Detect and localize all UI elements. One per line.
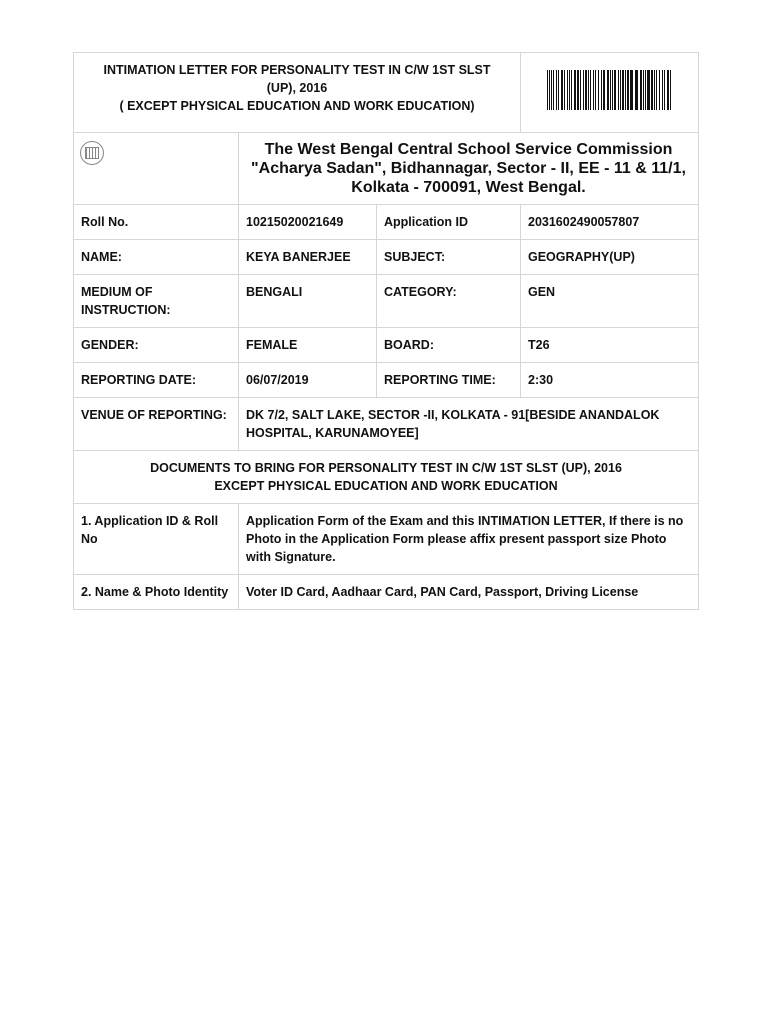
letter-title <box>74 53 521 133</box>
medium-label: MEDIUM OF INSTRUCTION: <box>74 275 239 328</box>
reporting-time-label: REPORTING TIME: <box>377 363 521 398</box>
subject-label: SUBJECT: <box>377 240 521 275</box>
row-reporting <box>74 363 699 398</box>
roll-no-value: 10215020021649 <box>239 205 377 240</box>
barcode-icon <box>545 70 675 110</box>
title-line-2: (UP), 2016 <box>266 81 328 95</box>
reporting-date-label: REPORTING DATE: <box>74 363 239 398</box>
reporting-time-value: 2:30 <box>521 363 699 398</box>
documents-heading <box>74 451 699 504</box>
roll-no-label: Roll No. <box>74 205 239 240</box>
name-value: KEYA BANERJEE <box>239 240 377 275</box>
row-roll <box>74 205 699 240</box>
row-medium <box>74 275 699 328</box>
venue-value: DK 7/2, SALT LAKE, SECTOR -II, KOLKATA - 91[BESIDE ANANDALOK HOSPITAL, KARUNAMOYEE] <box>239 398 699 451</box>
gender-label: GENDER: <box>74 328 239 363</box>
document-2-label: 2. Name & Photo Identity <box>74 575 239 610</box>
subject-value: GEOGRAPHY(UP) <box>521 240 699 275</box>
gender-value: FEMALE <box>239 328 377 363</box>
organization-block <box>239 133 699 205</box>
documents-heading-line-2: EXCEPT PHYSICAL EDUCATION AND WORK EDUCATION <box>214 479 558 493</box>
application-id-value: 2031602490057807 <box>521 205 699 240</box>
letter-table <box>73 52 699 610</box>
row-gender <box>74 328 699 363</box>
document-1-value: Application Form of the Exam and this INTIMATION LETTER, If there is no Photo in the Application Form please affix present passport size Photo with Signature. <box>239 504 699 575</box>
category-label: CATEGORY: <box>377 275 521 328</box>
application-id-label: Application ID <box>377 205 521 240</box>
row-document-1 <box>74 504 699 575</box>
medium-value: BENGALI <box>239 275 377 328</box>
organization-name: The West Bengal Central School Service Commission <box>264 141 673 158</box>
title-line-3: ( EXCEPT PHYSICAL EDUCATION AND WORK EDUCATION) <box>119 99 475 113</box>
category-value: GEN <box>521 275 699 328</box>
row-document-2 <box>74 575 699 610</box>
organization-address-2: Kolkata - 700091, West Bengal. <box>351 179 586 196</box>
venue-label: VENUE OF REPORTING: <box>74 398 239 451</box>
title-line-1: INTIMATION LETTER FOR PERSONALITY TEST IN C/W 1ST SLST <box>103 63 491 77</box>
row-name <box>74 240 699 275</box>
organization-address-1: "Acharya Sadan", Bidhannagar, Sector - II, EE - 11 & 11/1, <box>251 160 686 177</box>
document-2-value: Voter ID Card, Aadhaar Card, PAN Card, Passport, Driving License <box>239 575 699 610</box>
board-label: BOARD: <box>377 328 521 363</box>
document-1-label: 1. Application ID & Roll No <box>74 504 239 575</box>
documents-heading-line-1: DOCUMENTS TO BRING FOR PERSONALITY TEST IN C/W 1ST SLST (UP), 2016 <box>150 461 622 475</box>
row-venue <box>74 398 699 451</box>
emblem-icon <box>80 141 104 165</box>
barcode-cell <box>521 53 699 133</box>
board-value: T26 <box>521 328 699 363</box>
logo-cell <box>74 133 239 205</box>
row-documents-heading <box>74 451 699 504</box>
reporting-date-value: 06/07/2019 <box>239 363 377 398</box>
name-label: NAME: <box>74 240 239 275</box>
intimation-letter <box>73 52 698 610</box>
